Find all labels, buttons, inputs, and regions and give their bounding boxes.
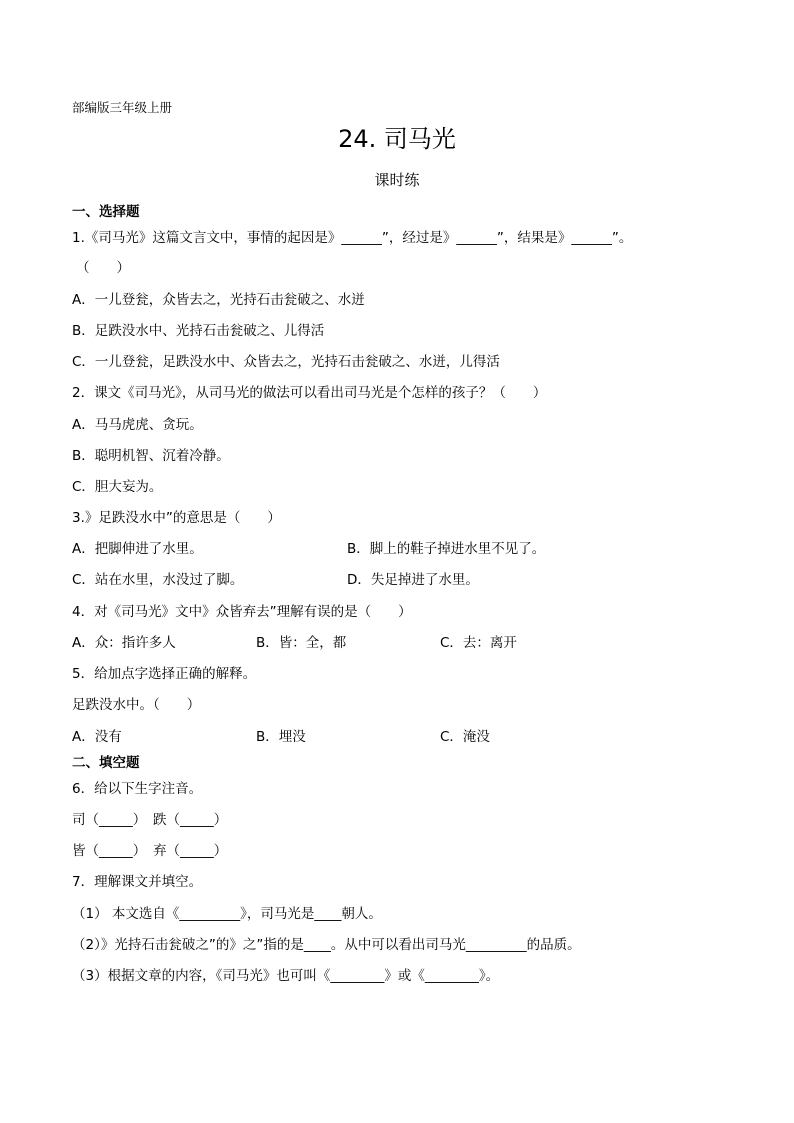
question-3-option-b: B．脚上的鞋子掉进水里不见了。 [347,541,546,557]
question-5-stem: 5．给加点字选择正确的解释。 [72,666,257,682]
question-7-item-1: （1） 本文选自《_________》，司马光是____朝人。 [72,906,382,922]
question-5-option-c: C．淹没 [440,729,490,745]
question-6-stem: 6．给以下生字注音。 [72,781,203,797]
question-2-stem: 2．课文《司马光》，从司马光的做法可以看出司马光是个怎样的孩子？（ ） [72,385,547,401]
question-4-option-b: B．皆：全，都 [256,635,347,651]
question-4-stem: 4．对《司马光》文中》众皆弃去”理解有误的是（ ） [72,604,412,620]
question-1-option-a: A．一儿登瓮，众皆去之，光持石击瓮破之、水迸 [72,292,365,308]
question-5-sentence: 足跌没水中。（ ） [72,697,201,713]
question-3-option-a: A．把脚伸进了水里。 [72,541,203,557]
question-4-option-c: C．去：离开 [440,635,517,651]
question-3-option-d: D．失足掉进了水里。 [347,572,479,588]
question-2-option-b: B．聪明机智、沉着冷静。 [72,448,230,464]
question-6-row-1: 司（_____） 跌（_____） [72,812,228,828]
question-1-option-b: B．足跌没水中、光持石击瓮破之、儿得活 [72,323,325,339]
question-2-option-c: C．胆大妄为。 [72,479,163,495]
question-7-item-3: （3）根据文章的内容，《司马光》也可叫《________》或《________》。 [72,968,500,984]
question-1-option-c: C．一儿登瓮，足跌没水中、众皆去之，光持石击瓮破之、水迸，儿得活 [72,354,500,370]
question-7-stem: 7．理解课文并填空。 [72,874,203,890]
question-3-option-c: C．站在水里，水没过了脚。 [72,572,244,588]
page-title: 24. 司马光 [338,125,456,153]
question-5-option-a: A．没有 [72,729,122,745]
page-subtitle: 课时练 [374,171,420,189]
section-heading-fill: 二、填空题 [72,755,140,771]
grade-label: 部编版三年级上册 [72,100,173,115]
question-1-answer-paren: （ ） [76,260,130,276]
question-6-row-2: 皆（_____） 弃（_____） [72,843,228,859]
question-4-option-a: A．众：指许多人 [72,635,176,651]
question-7-item-2: （2）》光持石击瓮破之”的》之”指的是____。从中可以看出司马光_________的品质。 [72,937,581,953]
question-2-option-a: A．马马虎虎、贪玩。 [72,417,203,433]
question-1-stem: 1.《司马光》这篇文言文中，事情的起因是》______”，经过是》______”，结果是》______”。 [72,230,633,246]
question-3-stem: 3.》足跌没水中”的意思是（ ） [72,510,281,526]
section-heading-choice: 一、选择题 [72,204,140,220]
question-5-option-b: B．埋没 [256,729,306,745]
